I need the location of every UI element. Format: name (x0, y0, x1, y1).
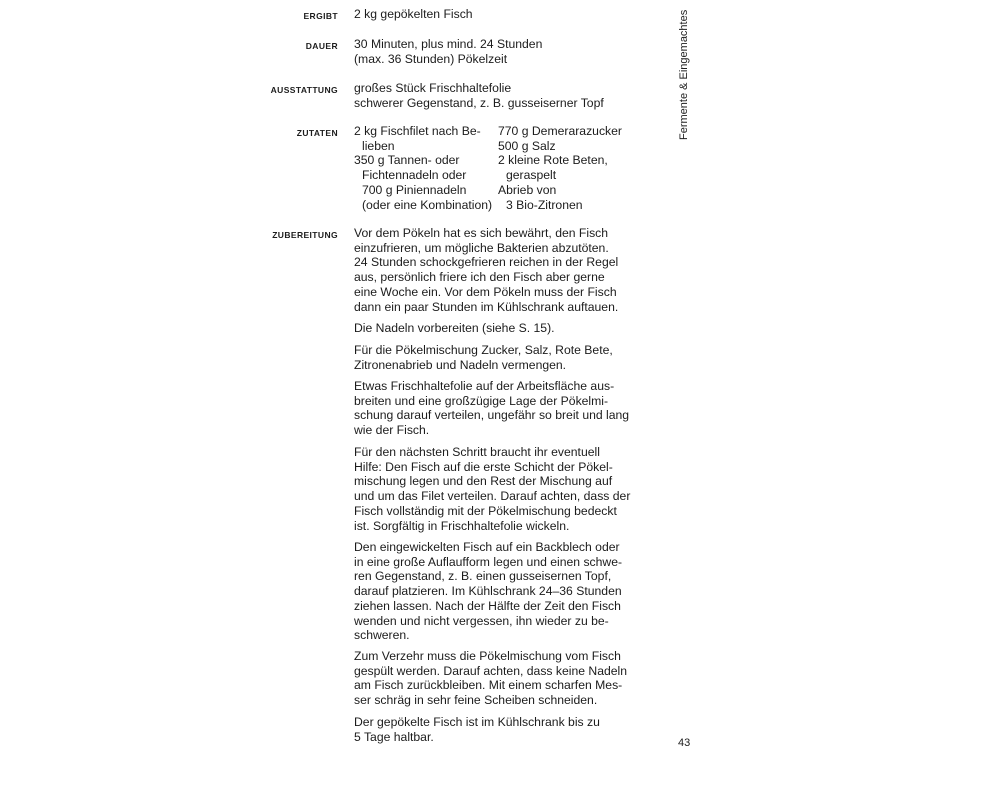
ingredient-line: Fichtennadeln oder (362, 168, 467, 183)
ausstattung-line: großes Stück Frischhaltefolie (354, 81, 512, 95)
ergibt-value: 2 kg gepökelten Fisch (354, 7, 473, 21)
ingredient-line: 500 g Salz (498, 138, 556, 153)
instruction-paragraph (354, 715, 644, 744)
ingredient-line: 700 g Piniennadeln (362, 182, 467, 197)
dauer-label: DAUER (305, 41, 338, 51)
paragraph-line: darauf platzieren. Im Kühlschrank 24–36 Stunden (354, 584, 622, 599)
paragraph-line: schung darauf verteilen, ungefähr so breit und lang (354, 408, 630, 423)
instruction-paragraph (354, 343, 644, 372)
zutaten-right-column (498, 124, 622, 212)
page-number: 43 (678, 737, 691, 749)
paragraph-line: Fisch vollständig mit der Pökelmischung bedeckt (354, 503, 617, 518)
paragraph-line: Hilfe: Den Fisch auf die erste Schicht der Pökel- (354, 459, 613, 474)
paragraph-line: Den eingewickelten Fisch auf ein Backblech oder (354, 540, 620, 554)
instruction-paragraph (354, 226, 644, 314)
dauer-line: 30 Minuten, plus mind. 24 Stunden (354, 37, 543, 51)
instruction-paragraph (354, 321, 644, 336)
instruction-paragraph (354, 379, 644, 438)
ergibt-label: ERGIBT (303, 11, 338, 21)
paragraph-line: mischung legen und den Rest der Mischung auf (354, 474, 613, 489)
paragraph-line: Vor dem Pökeln hat es sich bewährt, den Fisch (354, 226, 609, 240)
ausstattung-label: AUSSTATTUNG (270, 85, 338, 95)
paragraph-line: 24 Stunden schockgefrieren reichen in der Regel (354, 255, 619, 270)
paragraph-line: dann ein paar Stunden im Kühlschrank auftauen. (354, 299, 619, 314)
paragraph-line: schweren. (354, 628, 410, 643)
paragraph-line: am Fisch zurückbleiben. Mit einem scharfen Mes- (354, 678, 623, 693)
zutaten-left-column (354, 124, 492, 212)
dauer-value (354, 37, 542, 66)
paragraph-line: aus, persönlich friere ich den Fisch aber gerne (354, 270, 605, 285)
paragraph-line: ist. Sorgfältig in Frischhaltefolie wickeln. (354, 518, 570, 533)
paragraph-line: gespült werden. Darauf achten, dass keine Nadeln (354, 663, 628, 678)
paragraph-line: ziehen lassen. Nach der Hälfte der Zeit den Fisch (354, 598, 621, 613)
paragraph-line: wenden und nicht vergessen, ihn wieder zu be- (354, 613, 609, 628)
instruction-paragraph (354, 445, 644, 533)
ingredient-line: 2 kleine Rote Beten, (498, 153, 608, 168)
paragraph-line: eine Woche ein. Vor dem Pökeln muss der Fisch (354, 284, 617, 299)
paragraph-line: 5 Tage haltbar. (354, 729, 434, 744)
paragraph-line: einzufrieren, um mögliche Bakterien abzutöten. (354, 240, 609, 255)
ingredient-line: lieben (362, 138, 395, 153)
paragraph-line: ser schräg in sehr feine Scheiben schneiden. (354, 693, 598, 708)
paragraph-line: Zum Verzehr muss die Pökelmischung vom Fisch (354, 649, 621, 663)
paragraph-line: breiten und eine großzügige Lage der Pökelmi- (354, 393, 609, 408)
ingredient-line: 350 g Tannen- oder (354, 153, 460, 168)
paragraph-line: Der gepökelte Fisch ist im Kühlschrank bis zu (354, 715, 600, 729)
paragraph-line: Für den nächsten Schritt braucht ihr eventuell (354, 445, 600, 459)
zutaten-label: ZUTATEN (296, 128, 338, 138)
zubereitung-label: ZUBEREITUNG (272, 230, 338, 240)
paragraph-line: ren Gegenstand, z. B. einen gusseisernen Topf, (354, 569, 612, 584)
paragraph-line: Zitronenabrieb und Nadeln vermengen. (354, 357, 567, 372)
chapter-side-title: Fermente & Eingemachtes (678, 9, 690, 140)
ausstattung-line: schwerer Gegenstand, z. B. gusseiserner Topf (354, 95, 604, 110)
paragraph-line: Die Nadeln vorbereiten (siehe S. 15). (354, 321, 555, 335)
ausstattung-value (354, 81, 604, 110)
paragraph-line: Etwas Frischhaltefolie auf der Arbeitsfläche aus- (354, 379, 615, 393)
ingredient-line: (oder eine Kombination) (362, 197, 493, 212)
paragraph-line: Für die Pökelmischung Zucker, Salz, Rote Bete, (354, 343, 613, 357)
paragraph-line: wie der Fisch. (354, 423, 430, 438)
ingredient-line: Abrieb von (498, 182, 557, 197)
paragraph-line: und um das Filet verteilen. Darauf achten, dass der (354, 489, 631, 504)
dauer-line: (max. 36 Stunden) Pökelzeit (354, 51, 508, 66)
instruction-paragraph (354, 649, 644, 708)
paragraph-line: in eine große Auflaufform legen und einen schwe- (354, 554, 623, 569)
ingredient-line: 770 g Demerarazucker (498, 124, 622, 138)
instruction-paragraph (354, 540, 644, 643)
ingredient-line: 3 Bio-Zitronen (506, 197, 583, 212)
ingredient-line: geraspelt (506, 168, 557, 183)
ingredient-line: 2 kg Fischfilet nach Be- (354, 124, 481, 138)
